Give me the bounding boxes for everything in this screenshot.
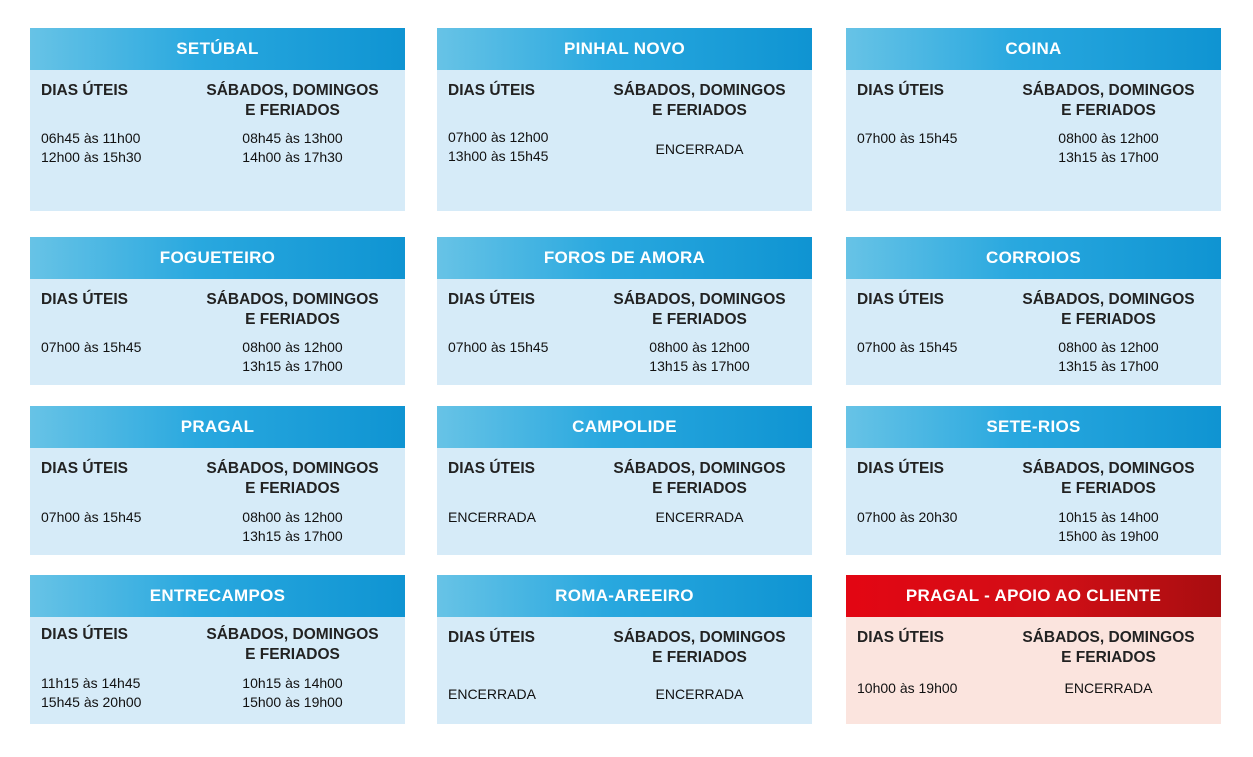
weekdays-hours: ENCERRADA — [448, 509, 536, 525]
weekdays-header: DIAS ÚTEIS — [448, 629, 535, 646]
weekends-hours: ENCERRADA — [655, 686, 744, 702]
store-title: FOGUETEIRO — [30, 237, 405, 279]
store-card-foros-de-amora — [437, 237, 812, 385]
weekdays-hours: 07h00 às 12h00 13h00 às 15h45 — [448, 129, 549, 164]
weekends-hours: 10h15 às 14h00 15h00 às 19h00 — [1058, 509, 1159, 544]
weekdays-header: DIAS ÚTEIS — [41, 626, 128, 643]
weekdays-hours: 11h15 às 14h45 15h45 às 20h00 — [41, 675, 142, 710]
store-card-coina — [846, 28, 1221, 211]
weekends-header: SÁBADOS, DOMINGOS E FERIADOS — [1022, 629, 1195, 666]
store-title: PRAGAL — [30, 406, 405, 448]
weekdays-header: DIAS ÚTEIS — [857, 82, 944, 99]
weekends-header: SÁBADOS, DOMINGOS E FERIADOS — [1022, 460, 1195, 497]
weekends-header: SÁBADOS, DOMINGOS E FERIADOS — [206, 291, 379, 328]
store-card-campolide — [437, 406, 812, 555]
weekdays-hours: 07h00 às 15h45 — [41, 339, 142, 355]
store-title: COINA — [846, 28, 1221, 70]
store-title: PRAGAL - APOIO AO CLIENTE — [846, 575, 1221, 617]
weekdays-header: DIAS ÚTEIS — [448, 460, 535, 477]
weekends-hours: 08h00 às 12h00 13h15 às 17h00 — [649, 339, 750, 374]
weekends-hours: 08h00 às 12h00 13h15 às 17h00 — [1058, 130, 1159, 165]
store-card-roma-areeiro — [437, 575, 812, 724]
store-card-pragal-apoio-cliente — [846, 575, 1221, 724]
weekends-header: SÁBADOS, DOMINGOS E FERIADOS — [206, 626, 379, 663]
weekends-hours: 08h00 às 12h00 13h15 às 17h00 — [242, 509, 343, 544]
weekends-header: SÁBADOS, DOMINGOS E FERIADOS — [613, 291, 786, 328]
weekends-hours: ENCERRADA — [655, 509, 744, 525]
weekdays-header: DIAS ÚTEIS — [857, 629, 944, 646]
weekends-hours: 08h45 às 13h00 14h00 às 17h30 — [242, 130, 343, 165]
weekends-header: SÁBADOS, DOMINGOS E FERIADOS — [613, 629, 786, 666]
weekdays-hours: 10h00 às 19h00 — [857, 680, 958, 696]
store-card-corroios — [846, 237, 1221, 385]
store-title: CORROIOS — [846, 237, 1221, 279]
weekends-header: SÁBADOS, DOMINGOS E FERIADOS — [206, 82, 379, 119]
weekdays-hours: 07h00 às 15h45 — [41, 509, 142, 525]
weekdays-header: DIAS ÚTEIS — [41, 82, 128, 99]
weekdays-hours: 07h00 às 15h45 — [857, 339, 958, 355]
store-card-fogueteiro — [30, 237, 405, 385]
weekends-hours: 10h15 às 14h00 15h00 às 19h00 — [242, 675, 343, 710]
weekdays-hours: ENCERRADA — [448, 686, 536, 702]
store-title: FOROS DE AMORA — [437, 237, 812, 279]
weekdays-header: DIAS ÚTEIS — [448, 291, 535, 308]
weekdays-hours: 07h00 às 15h45 — [448, 339, 549, 355]
store-card-pinhal-novo — [437, 28, 812, 211]
store-card-sete-rios — [846, 406, 1221, 555]
store-card-setubal — [30, 28, 405, 211]
store-title: ENTRECAMPOS — [30, 575, 405, 617]
weekdays-header: DIAS ÚTEIS — [41, 291, 128, 308]
store-title: SETÚBAL — [30, 28, 405, 70]
weekdays-header: DIAS ÚTEIS — [857, 291, 944, 308]
weekends-header: SÁBADOS, DOMINGOS E FERIADOS — [1022, 291, 1195, 328]
weekends-hours: 08h00 às 12h00 13h15 às 17h00 — [242, 339, 343, 374]
weekends-header: SÁBADOS, DOMINGOS E FERIADOS — [206, 460, 379, 497]
weekends-hours: ENCERRADA — [1064, 680, 1153, 696]
weekends-header: SÁBADOS, DOMINGOS E FERIADOS — [1022, 82, 1195, 119]
store-title: ROMA-AREEIRO — [437, 575, 812, 617]
weekdays-header: DIAS ÚTEIS — [857, 460, 944, 477]
weekends-header: SÁBADOS, DOMINGOS E FERIADOS — [613, 82, 786, 119]
store-card-pragal — [30, 406, 405, 555]
weekdays-hours: 07h00 às 15h45 — [857, 130, 958, 146]
weekdays-hours: 06h45 às 11h00 12h00 às 15h30 — [41, 130, 142, 165]
store-title: CAMPOLIDE — [437, 406, 812, 448]
weekends-hours: 08h00 às 12h00 13h15 às 17h00 — [1058, 339, 1159, 374]
weekdays-hours: 07h00 às 20h30 — [857, 509, 958, 525]
weekends-hours: ENCERRADA — [655, 141, 744, 157]
store-card-entrecampos — [30, 575, 405, 724]
weekdays-header: DIAS ÚTEIS — [448, 82, 535, 99]
weekends-header: SÁBADOS, DOMINGOS E FERIADOS — [613, 460, 786, 497]
store-title: PINHAL NOVO — [437, 28, 812, 70]
store-title: SETE-RIOS — [846, 406, 1221, 448]
weekdays-header: DIAS ÚTEIS — [41, 460, 128, 477]
